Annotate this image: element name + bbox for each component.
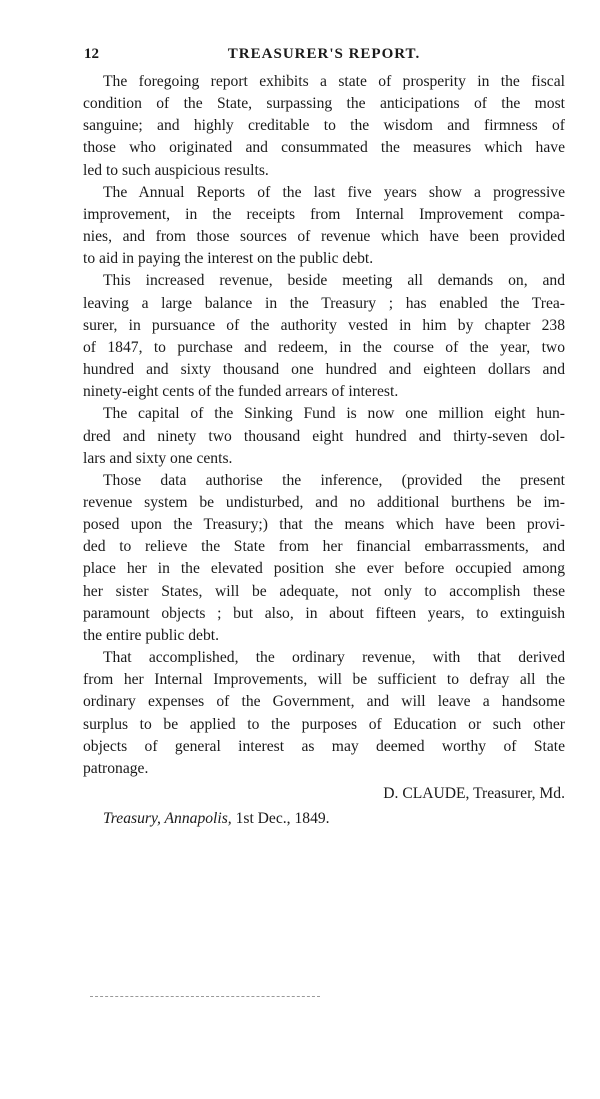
text-line: leaving a large balance in the Treasury ; has enabled the Trea- xyxy=(83,294,565,312)
text-line: The foregoing report exhibits a state of prosperity in the fiscal xyxy=(103,73,565,90)
text-line: condition of the State, surpassing the anticipations of the most xyxy=(83,95,565,113)
text-line: This increased revenue, beside meeting all demands on, and xyxy=(103,272,565,290)
text-line: revenue system be undisturbed, and no additional burthens be im- xyxy=(83,493,565,511)
paragraph xyxy=(83,470,565,647)
text-line: ded to relieve the State from her financial embarrassments, and xyxy=(83,538,565,556)
paragraph xyxy=(83,71,565,182)
text-line: improvement, in the receipts from Internal Improvement compa- xyxy=(83,205,565,223)
text-line: to aid in paying the interest on the public debt. xyxy=(83,250,374,268)
text-line: posed upon the Treasury;) that the means which have been provi- xyxy=(83,516,565,534)
running-header xyxy=(84,46,564,68)
text-line: The capital of the Sinking Fund is now one million eight hun- xyxy=(103,405,565,423)
text-line: That accomplished, the ordinary revenue, with that derived xyxy=(103,649,565,667)
dateline-place: Treasury, Annapolis, xyxy=(103,810,232,827)
text-line: surer, in pursuance of the authority vested in him by chapter 238 xyxy=(83,316,565,334)
text-line: ninety-eight cents of the funded arrears of interest. xyxy=(83,383,399,401)
text-line: patronage. xyxy=(83,759,149,777)
report-body xyxy=(83,71,565,780)
text-line: place her in the elevated position she ever before occupied among xyxy=(83,560,565,578)
paragraph xyxy=(83,270,565,403)
text-line: nies, and from those sources of revenue which have been provided xyxy=(83,228,565,246)
text-line: surplus to be applied to the purposes of Education or such other xyxy=(83,715,565,733)
paragraph xyxy=(83,182,565,271)
text-line: from her Internal Improvements, will be sufficient to defray all the xyxy=(83,671,565,689)
text-line: Those data authorise the inference, (provided the present xyxy=(103,471,565,489)
text-line: her sister States, will be adequate, not only to accomplish these xyxy=(83,582,565,600)
text-line: led to such auspicious results. xyxy=(83,161,269,179)
page-number: 12 xyxy=(84,46,99,62)
text-line: sanguine; and highly creditable to the wisdom and firmness of xyxy=(83,117,565,135)
text-line: The Annual Reports of the last five years show a progressive xyxy=(103,183,565,201)
paragraph xyxy=(83,403,565,469)
page-title: TREASURER'S REPORT. xyxy=(227,46,421,62)
text-line: of 1847, to purchase and redeem, in the course of the year, two xyxy=(83,338,565,356)
text-line: ordinary expenses of the Government, and will leave a handsome xyxy=(83,693,565,711)
text-line: dred and ninety two thousand eight hundred and thirty-seven dol- xyxy=(83,427,565,445)
dateline xyxy=(103,810,330,828)
paragraph xyxy=(83,647,565,780)
text-line: the entire public debt. xyxy=(83,626,219,644)
text-line: paramount objects ; but also, in about fifteen years, to extinguish xyxy=(83,604,565,622)
dateline-date: 1st Dec., 1849. xyxy=(235,810,330,827)
signature: D. CLAUDE, Treasurer, Md. xyxy=(383,785,565,802)
text-line: lars and sixty one cents. xyxy=(83,449,233,467)
text-line: hundred and sixty thousand one hundred and eighteen dollars and xyxy=(83,361,565,379)
text-line: objects of general interest as may deemed worthy of State xyxy=(83,737,565,755)
text-line: those who originated and consummated the measures which have xyxy=(83,139,565,157)
bleed-through-rule xyxy=(90,996,320,997)
